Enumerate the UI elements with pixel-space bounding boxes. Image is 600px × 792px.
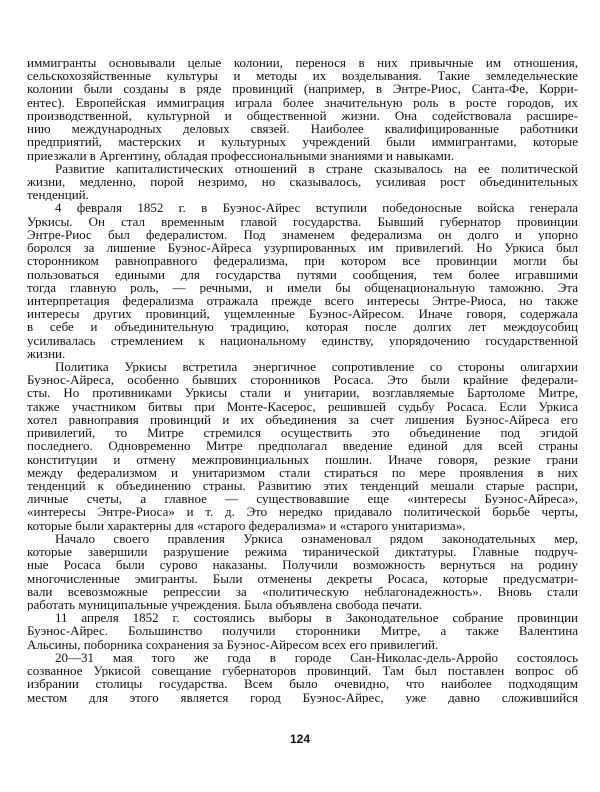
text-line: конституции и отмену межпровинциальных пошлин. Иначе говоря, резкие грани bbox=[27, 452, 578, 466]
text-line: личные счеты, а главное — существовавшие еще «интересы Буэнос-Айреса», bbox=[27, 492, 578, 506]
text-line: Буэнос-Айрес. Большинство получили сторонники Митре, а также Валентина bbox=[27, 624, 578, 638]
text-line: Начало своего правления Уркиса ознаменовал рядом законодательных мер, bbox=[55, 531, 578, 546]
text-line: ентес). Европейская иммиграция играла более значительную роль в росте городов, их bbox=[27, 95, 578, 109]
text-line: приезжали в Аргентину, обладая профессиональными знаниями и навыками. bbox=[27, 148, 455, 162]
text-line: пользоваться едиными для государства путями сообщения, тем более игравшими bbox=[27, 267, 578, 281]
paragraph bbox=[27, 162, 578, 202]
page-body-text bbox=[27, 56, 578, 704]
text-line: в себе и объединительную традицию, которая после долгих лет междоусобиц bbox=[27, 320, 578, 334]
text-line: жизни, медленно, порой незримо, но сказывалось, усиливая рост объединительных bbox=[27, 174, 578, 189]
text-line: 20—31 мая того же года в городе Сан-Николас-дель-Арройо состоялось bbox=[55, 650, 578, 665]
text-line: тогда главную роль, — речными, и имели бы общенациональную таможню. Эта bbox=[27, 280, 578, 294]
paragraph bbox=[27, 201, 578, 360]
text-line: «интересы Энтре-Риоса» и т. д. Это нередко придавало политической борьбе черты, bbox=[27, 505, 578, 519]
text-line: Буэнос-Айреса, особенно бывших сторонников Росаса. Это были крайние федерали- bbox=[27, 373, 578, 387]
text-line: также участником битвы при Монте-Касерос, решившей судьбу Росаса. Если Уркиса bbox=[27, 399, 578, 413]
paragraph bbox=[27, 360, 578, 532]
text-line: усиливалась стремлением к национальному единству, упорядочению государственной bbox=[27, 333, 578, 347]
text-line: 4 февраля 1852 г. в Буэнос-Айрес вступили победоносные войска генерала bbox=[55, 201, 578, 215]
text-line: между федерализмом и унитаризмом стали стираться по мере проявления в них bbox=[27, 465, 578, 479]
paragraph bbox=[27, 56, 578, 162]
text-line: предприятий, мастерских и культурных учреждений были иммигрантами, которые bbox=[27, 135, 578, 149]
text-line: Развитие капиталистических отношений в стране сказывалось на ее политической bbox=[55, 161, 578, 175]
text-line: созванное Уркисой совещание губернаторов провинций. Там был поставлен вопрос об bbox=[27, 664, 578, 678]
text-line: боролся за лишение Буэнос-Айреса узурпированных им привилегий. Но Уркиса был bbox=[27, 241, 578, 255]
text-line: тенденций к объединению страны. Развитию этих тенденций мешали старые распри, bbox=[27, 479, 578, 493]
paragraph bbox=[27, 532, 578, 611]
text-line: колонии были созданы в ряде провинций (например, в Энтре-Риос, Санта-Фе, Корри- bbox=[27, 82, 578, 96]
page-number: 124 bbox=[289, 732, 311, 746]
text-line: сторонником равноправного федерализма, при котором все провинции могли бы bbox=[27, 254, 578, 268]
paragraph bbox=[27, 651, 578, 704]
paragraph bbox=[27, 611, 578, 651]
text-line: работать муниципальные учреждения. Была объявлена свобода печати. bbox=[27, 597, 423, 612]
text-line: сты. Но противниками Уркисы стали и унитарии, возглавляемые Бартоломе Митре, bbox=[27, 386, 578, 400]
text-line: производственной, культурной и общественной жизни. Она содействовала расшире- bbox=[27, 108, 578, 123]
text-line: интересы других провинций, ущемленные Буэнос-Айресом. Иначе говоря, содержала bbox=[27, 307, 578, 321]
text-line: привилегий, то Митре стремился осуществить это объединение под эгидой bbox=[27, 426, 578, 440]
text-line: тенденций. bbox=[27, 188, 89, 202]
text-line: избрании столицы государства. Всем было очевидно, что наиболее подходящим bbox=[27, 677, 578, 691]
text-line: интерпретация федерализма отражала прежде всего интересы Энтре-Риоса, но также bbox=[27, 293, 578, 308]
text-line: жизни. bbox=[27, 346, 66, 361]
text-line: Альсины, поборника сохранения за Буэнос-Айресом всех его привилегий. bbox=[27, 637, 439, 651]
text-line: последнего. Одновременно Митре предполагал введение единой для всей страны bbox=[27, 439, 578, 453]
text-line: многочисленные эмигранты. Были отменены декреты Росаса, которые предусматри- bbox=[27, 571, 578, 585]
text-line: сельскохозяйственные культуры и методы их возделывания. Такие земледельческие bbox=[27, 69, 578, 83]
text-line: вали всевозможные репрессии за «политическую неблагонадежность». Вновь стали bbox=[27, 584, 578, 598]
text-line: местом для этого является город Буэнос-Айрес, уже давно сложившийся bbox=[27, 690, 578, 704]
text-line: хотел равноправия провинций и их объединения за счет лишения Буэнос-Айреса его bbox=[27, 412, 578, 427]
text-line: Уркисы. Он стал временным главой государства. Бывший губернатор провинции bbox=[27, 214, 578, 228]
text-line: Энтре-Риос был федералистом. Под знаменем федерализма он долго и упорно bbox=[27, 227, 578, 242]
text-line: иммигранты основывали целые колонии, перенося в них привычные им отношения, bbox=[27, 56, 578, 70]
text-line: 11 апреля 1852 г. состоялись выборы в Законодательное собрание провинции bbox=[55, 611, 578, 625]
text-line: которые были характерны для «старого федерализма» и «старого унитаризма». bbox=[27, 518, 466, 532]
text-line: Политика Уркисы встретила энергичное сопротивление со стороны олигархии bbox=[55, 360, 578, 374]
text-line: ные Росаса были сурово наказаны. Получили возможность вернуться на родину bbox=[27, 558, 578, 572]
text-line: которые завершили разрушение режима тиранической диктатуры. Главные подруч- bbox=[27, 545, 578, 559]
text-line: нию международных деловых связей. Наиболее квалифицированные работники bbox=[27, 122, 578, 136]
